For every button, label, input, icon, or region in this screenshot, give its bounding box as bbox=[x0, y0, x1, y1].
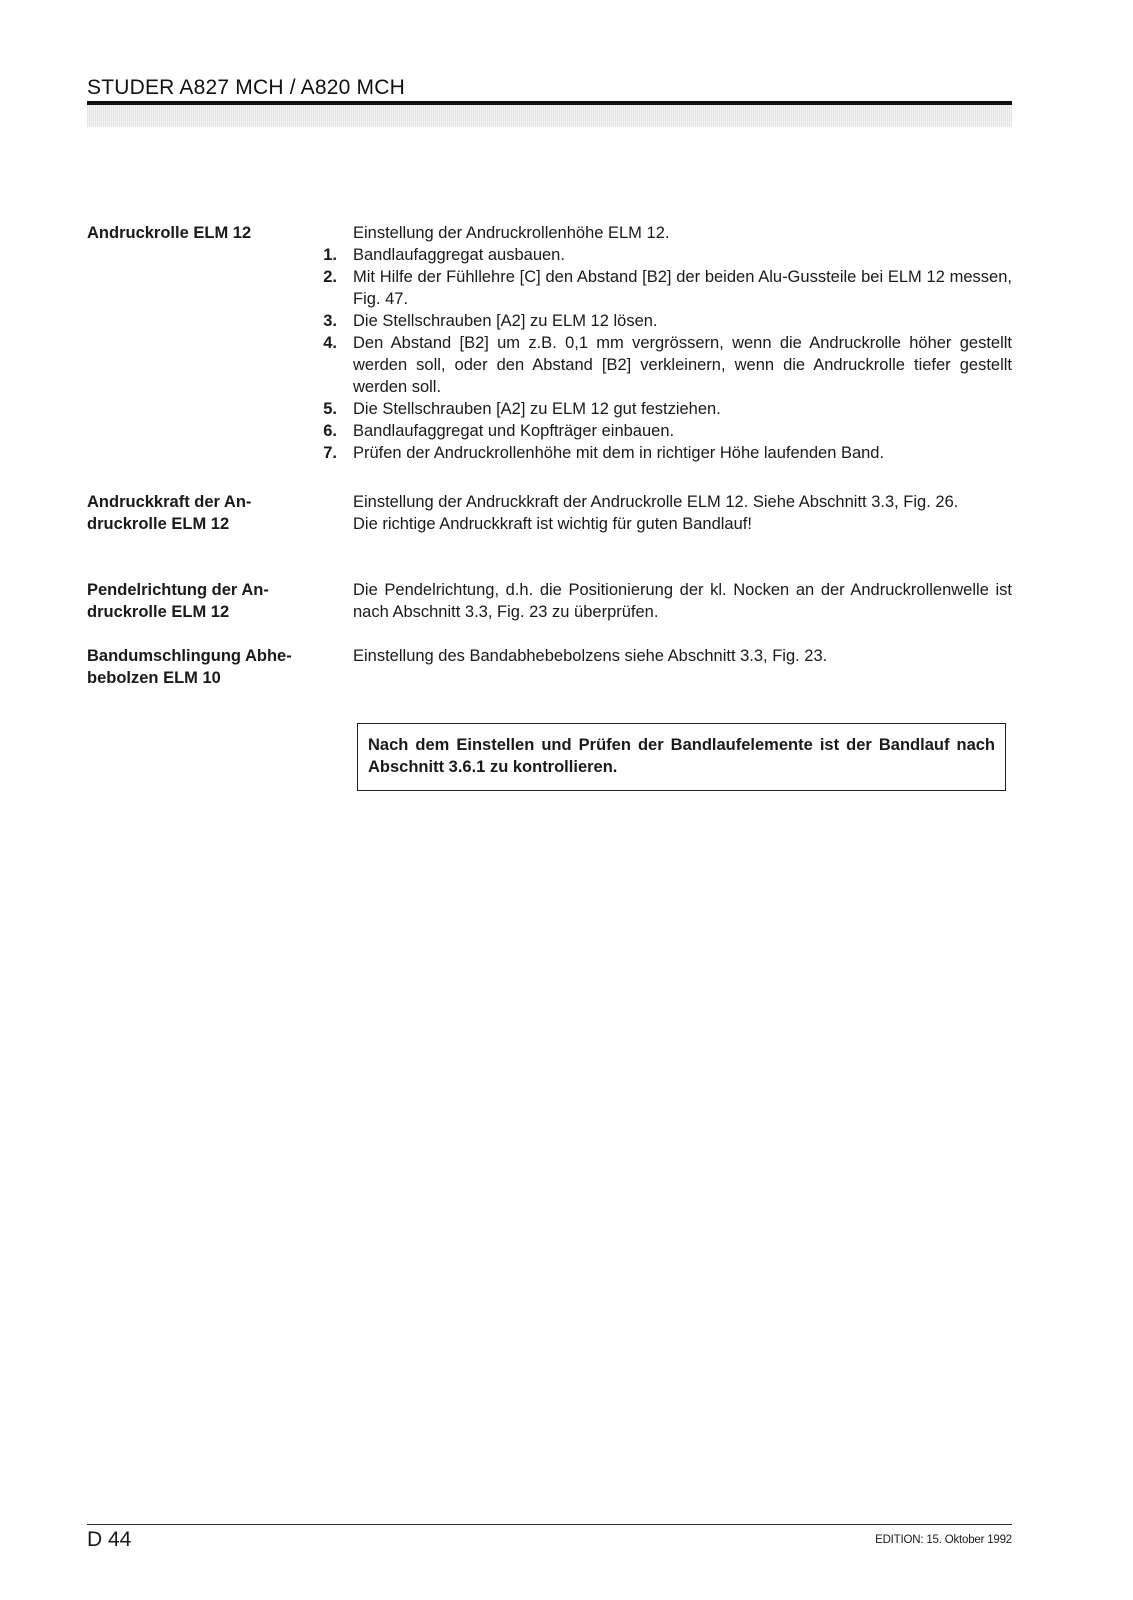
step-item bbox=[323, 420, 1012, 442]
section-body bbox=[353, 579, 1012, 623]
step-number: 3. bbox=[323, 312, 337, 330]
step-number: 7. bbox=[323, 444, 337, 462]
section-body bbox=[353, 645, 1012, 667]
step-number: 2. bbox=[323, 268, 337, 286]
step-item bbox=[323, 244, 1012, 266]
footer-rule bbox=[87, 1524, 1012, 1525]
section-label bbox=[87, 491, 307, 535]
section-body bbox=[323, 222, 1012, 464]
step-item bbox=[323, 442, 1012, 464]
header-shaded-band bbox=[87, 105, 1012, 127]
section-label-line: bebolzen ELM 10 bbox=[87, 669, 221, 687]
section-intro: Einstellung der Andruckrollenhöhe ELM 12. bbox=[353, 224, 670, 242]
step-number: 6. bbox=[323, 422, 337, 440]
page-number: D 44 bbox=[87, 1528, 132, 1551]
step-item bbox=[323, 332, 1012, 398]
section-paragraph: Die Pendelrichtung, d.h. die Positionierung der kl. Nocken an der Andruckrollenwelle ist nach Abschnitt 3.3, Fig. 23 zu überprüfen. bbox=[353, 581, 1012, 621]
step-number: 5. bbox=[323, 400, 337, 418]
section-label-line: Bandumschlingung Abhe- bbox=[87, 647, 292, 665]
edition-date: EDITION: 15. Oktober 1992 bbox=[875, 1534, 1012, 1546]
section-paragraph: Die richtige Andruckkraft ist wichtig für guten Bandlauf! bbox=[353, 515, 752, 533]
step-text: Mit Hilfe der Fühllehre [C] den Abstand [B2] der beiden Alu-Gussteile bei ELM 12 messen, Fig. 47. bbox=[353, 268, 1012, 308]
section-label-line: Pendelrichtung der An- bbox=[87, 581, 269, 599]
section-label-line: druckrolle ELM 12 bbox=[87, 603, 230, 621]
section-label-line: Andruckkraft der An- bbox=[87, 493, 252, 511]
section-label bbox=[87, 645, 307, 689]
step-item bbox=[323, 310, 1012, 332]
document-header-title: STUDER A827 MCH / A820 MCH bbox=[87, 76, 405, 99]
section-label: Andruckrolle ELM 12 bbox=[87, 224, 252, 242]
step-text: Die Stellschrauben [A2] zu ELM 12 gut festziehen. bbox=[353, 400, 721, 418]
step-item bbox=[323, 398, 1012, 420]
section-body bbox=[353, 491, 1012, 535]
step-text: Den Abstand [B2] um z.B. 0,1 mm vergrössern, wenn die Andruckrolle höher gestellt werden soll, oder den Abstand [B2] verkleinern, wenn die Andruckrolle tiefer gestellt werden soll. bbox=[353, 334, 1012, 396]
step-text: Bandlaufaggregat und Kopfträger einbauen. bbox=[353, 422, 675, 440]
step-number: 4. bbox=[323, 334, 337, 352]
section-paragraph: Einstellung der Andruckkraft der Andruckrolle ELM 12. Siehe Abschnitt 3.3, Fig. 26. bbox=[353, 493, 959, 511]
section-label bbox=[87, 579, 307, 623]
step-number: 1. bbox=[323, 246, 337, 264]
note-box: Nach dem Einstellen und Prüfen der Bandlaufelemente ist der Bandlauf nach Abschnitt 3.6.1 zu kontrollieren. bbox=[357, 723, 1006, 791]
step-item bbox=[323, 266, 1012, 310]
step-text: Die Stellschrauben [A2] zu ELM 12 lösen. bbox=[353, 312, 658, 330]
section-paragraph: Einstellung des Bandabhebebolzens siehe Abschnitt 3.3, Fig. 23. bbox=[353, 647, 828, 665]
step-text: Bandlaufaggregat ausbauen. bbox=[353, 246, 565, 264]
section-label-line: druckrolle ELM 12 bbox=[87, 515, 230, 533]
step-text: Prüfen der Andruckrollenhöhe mit dem in richtiger Höhe laufenden Band. bbox=[353, 444, 885, 462]
